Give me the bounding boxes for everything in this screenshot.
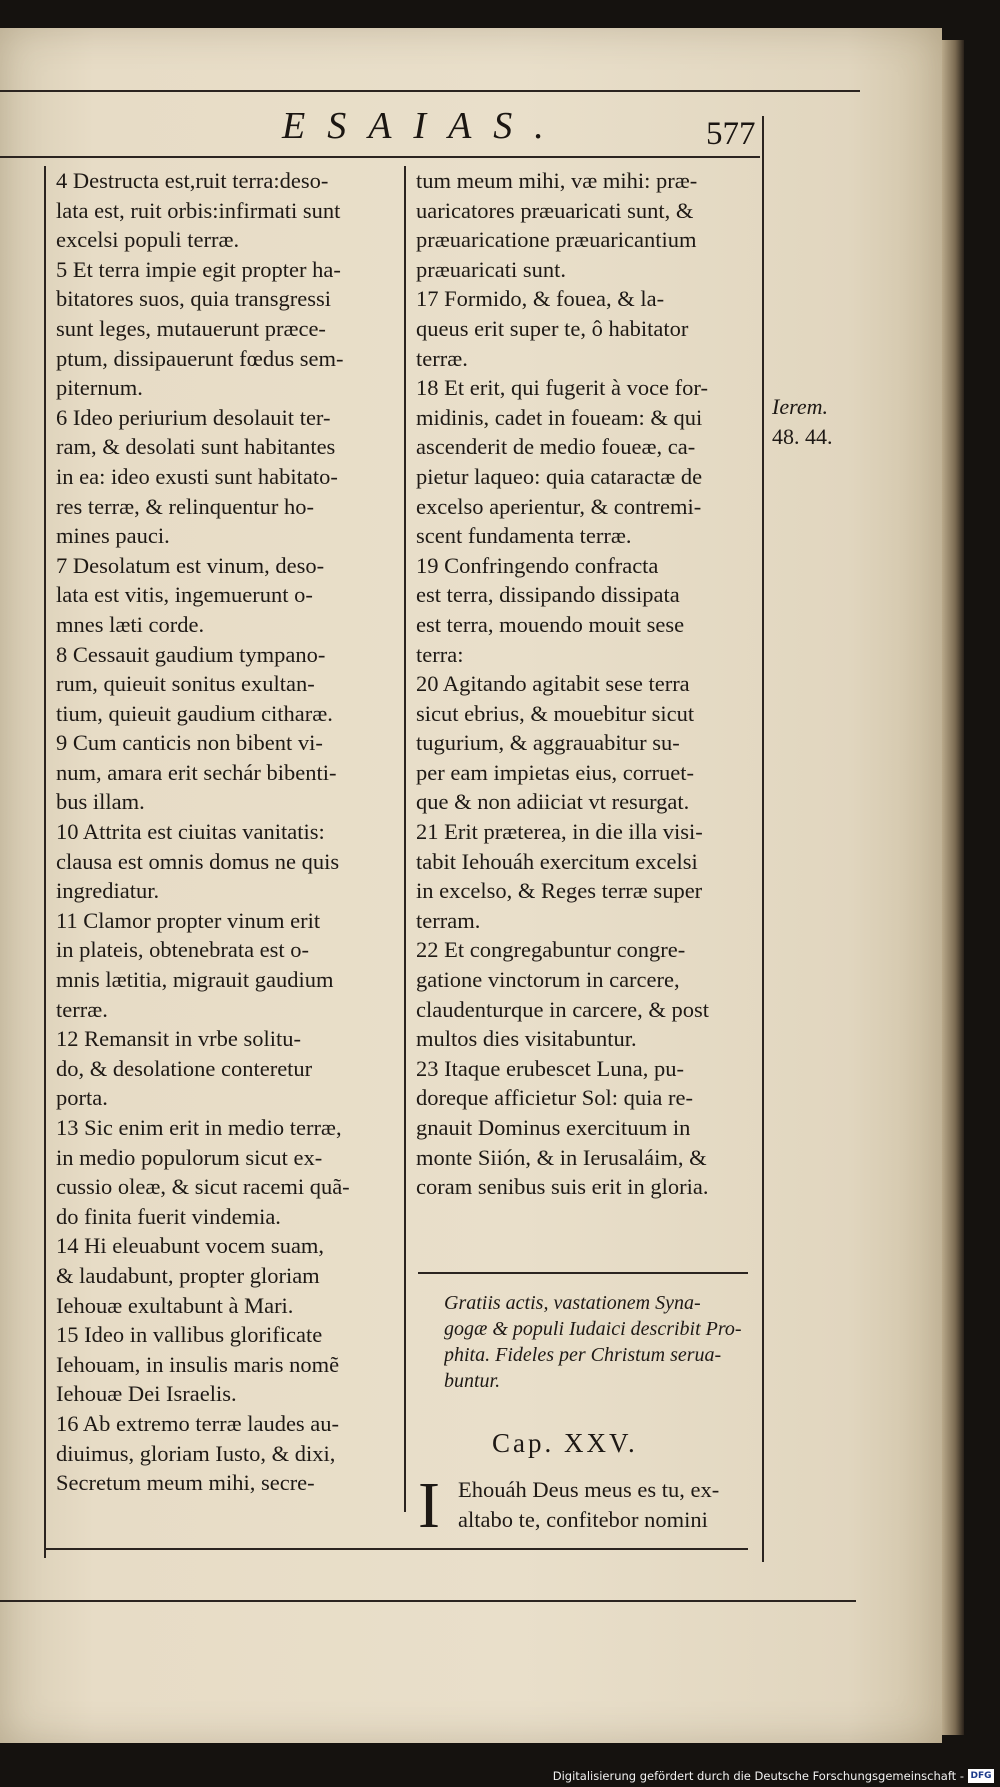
text-line: est terra, mouendo mouit sese [416, 611, 685, 637]
text-line: 11 Clamor propter vinum erit [56, 907, 321, 933]
text-line: do, & desolatione conteretur [56, 1055, 313, 1081]
text-line: 4 Destructa est,ruit terra:deso- [56, 168, 329, 193]
incipit-line: altabo te, confitebor nomini [458, 1507, 708, 1532]
text-line: multos dies visitabuntur. [416, 1026, 637, 1052]
text-line: præuaricatione præuaricantium [416, 227, 697, 253]
left-column [56, 166, 394, 1498]
text-line: terræ. [416, 345, 468, 371]
header-rule [0, 156, 760, 158]
text-line: tugurium, & aggrauabitur su- [416, 730, 680, 756]
text-line: midinis, cadet in foueam: & qui [416, 404, 703, 430]
chapter-incipit [458, 1475, 754, 1535]
summary-line: gogæ & populi Iudaici describit Pro- [444, 1318, 742, 1340]
credit-text: Digitalisierung gefördert durch die Deutsche Forschungsgemeinschaft - [552, 1769, 964, 1783]
text-line: sunt leges, mutauerunt præce- [56, 315, 326, 341]
text-line: 13 Sic enim erit in medio terræ, [56, 1115, 342, 1140]
text-line: 19 Confringendo confracta [416, 552, 659, 578]
text-line: 16 Ab extremo terræ laudes au- [56, 1410, 340, 1436]
text-line: 22 Et congregabuntur congre- [416, 937, 686, 963]
text-line: pietur laqueo: quia cataractæ de [416, 463, 703, 489]
text-line: 18 Et erit, qui fugerit à voce for- [416, 375, 708, 401]
text-line: mnis lætitia, migrauit gaudium [56, 967, 334, 993]
chapter-summary [444, 1290, 752, 1394]
text-line: Iehouæ exultabunt à Mari. [56, 1292, 294, 1318]
drop-cap: I [418, 1469, 440, 1542]
text-line: 9 Cum canticis non bibent vi- [56, 730, 323, 756]
incipit-line: Ehouáh Deus meus es tu, ex- [458, 1477, 720, 1502]
text-line: in excelso, & Reges terræ super [416, 878, 703, 904]
text-line: 20 Agitando agitabit sese terra [416, 671, 690, 697]
page-edge [942, 40, 964, 1735]
text-line: cussio oleæ, & sicut racemi quã- [56, 1174, 350, 1200]
summary-line: buntur. [444, 1370, 501, 1392]
text-line: ingrediatur. [56, 878, 160, 904]
text-line: est terra, dissipando dissipata [416, 582, 680, 608]
dfg-logo: DFG [968, 1769, 994, 1783]
text-line: claudenturque in carcere, & post [416, 996, 709, 1022]
text-line: sicut ebrius, & mouebitur sicut [416, 700, 695, 726]
text-line: monte Siión, & in Ierusaláim, & [416, 1144, 707, 1170]
text-line: terram. [416, 907, 481, 933]
right-margin-rule [762, 116, 764, 1562]
footer-rule [0, 1600, 856, 1602]
text-line: porta. [56, 1085, 108, 1111]
column-divider [404, 166, 406, 1512]
text-line: & laudabunt, propter gloriam [56, 1262, 320, 1288]
text-line: uaricatores præuaricati sunt, & [416, 197, 694, 223]
text-line: rum, quieuit sonitus exultan- [56, 671, 315, 697]
text-line: res terræ, & relinquentur ho- [56, 493, 315, 519]
text-line: 15 Ideo in vallibus glorificate [56, 1322, 323, 1348]
text-line: do finita fuerit vindemia. [56, 1203, 281, 1229]
text-line: 8 Cessauit gaudium tympano- [56, 641, 326, 667]
footer-bar [0, 1743, 1000, 1787]
text-line: bus illam. [56, 789, 145, 815]
summary-line: phita. Fideles per Christum serua- [444, 1344, 722, 1366]
text-line: num, amara erit sechár bibenti- [56, 759, 337, 785]
text-line: in ea: ideo exusti sunt habitato- [56, 463, 338, 489]
text-line: 6 Ideo periurium desolauit ter- [56, 404, 331, 430]
text-line: in plateis, obtenebrata est o- [56, 937, 310, 963]
text-line: scent fundamenta terræ. [416, 523, 632, 549]
margin-note [772, 392, 833, 452]
summary-line: Gratiis actis, vastationem Syna- [444, 1292, 701, 1314]
text-line: lata est vitis, ingemuerunt o- [56, 582, 313, 608]
text-line: Iehouæ Dei Israelis. [56, 1381, 237, 1407]
text-line: piternum. [56, 375, 143, 401]
text-line: tabit Iehouáh exercitum excelsi [416, 848, 698, 874]
running-head: ESAIAS. [282, 105, 566, 147]
text-line: lata est, ruit orbis:infirmati sunt [56, 197, 341, 223]
page-number: 577 [706, 116, 756, 152]
text-line: Iehouam, in insulis maris nomẽ [56, 1351, 340, 1377]
text-line: 5 Et terra impie egit propter ha- [56, 256, 341, 282]
text-line: ascenderit de medio foueæ, ca- [416, 434, 696, 460]
text-line: excelso aperientur, & contremi- [416, 493, 702, 519]
text-line: gnauit Dominus exercituum in [416, 1115, 691, 1140]
left-margin-rule [44, 166, 46, 1558]
text-line: mines pauci. [56, 523, 170, 549]
text-line: præuaricati sunt. [416, 256, 566, 282]
top-rule [0, 90, 860, 92]
text-line: tum meum mihi, væ mihi: præ- [416, 168, 698, 193]
text-line: diuimus, gloriam Iusto, & dixi, [56, 1440, 336, 1466]
text-line: terræ. [56, 996, 108, 1022]
margin-note-verse: 48. 44. [772, 424, 833, 449]
footer-credit [553, 1769, 994, 1783]
text-line: 10 Attrita est ciuitas vanitatis: [56, 819, 325, 845]
text-line: per eam impietas eius, corruet- [416, 759, 695, 785]
text-line: 12 Remansit in vrbe solitu- [56, 1026, 301, 1052]
margin-note-ref: Ierem. [772, 394, 828, 419]
bottom-rule [44, 1548, 748, 1550]
text-line: 23 Itaque erubescet Luna, pu- [416, 1055, 685, 1081]
text-line: que & non adiiciat vt resurgat. [416, 789, 690, 815]
text-line: clausa est omnis domus ne quis [56, 848, 340, 874]
text-line: 7 Desolatum est vinum, deso- [56, 552, 325, 578]
text-line: coram senibus suis erit in gloria. [416, 1174, 709, 1200]
text-line: doreque afficietur Sol: quia re- [416, 1085, 693, 1111]
text-line: 14 Hi eleuabunt vocem suam, [56, 1233, 325, 1259]
text-line: tium, quieuit gaudium citharæ. [56, 700, 333, 726]
chapter-heading: Cap. XXV. [492, 1428, 638, 1458]
text-line: 17 Formido, & fouea, & la- [416, 286, 665, 312]
text-line: gatione vinctorum in carcere, [416, 967, 680, 993]
text-line: ram, & desolati sunt habitantes [56, 434, 336, 460]
text-line: Secretum meum mihi, secre- [56, 1470, 315, 1496]
text-line: terra: [416, 641, 464, 667]
text-line: in medio populorum sicut ex- [56, 1144, 323, 1170]
right-column [416, 166, 754, 1202]
summary-rule [418, 1272, 748, 1274]
text-line: queus erit super te, ô habitator [416, 315, 689, 341]
text-line: 21 Erit præterea, in die illa visi- [416, 819, 703, 845]
text-line: excelsi populi terræ. [56, 227, 240, 253]
text-line: bitatores suos, quia transgressi [56, 286, 331, 312]
text-line: ptum, dissipauerunt fœdus sem- [56, 345, 344, 371]
text-line: mnes læti corde. [56, 611, 205, 637]
